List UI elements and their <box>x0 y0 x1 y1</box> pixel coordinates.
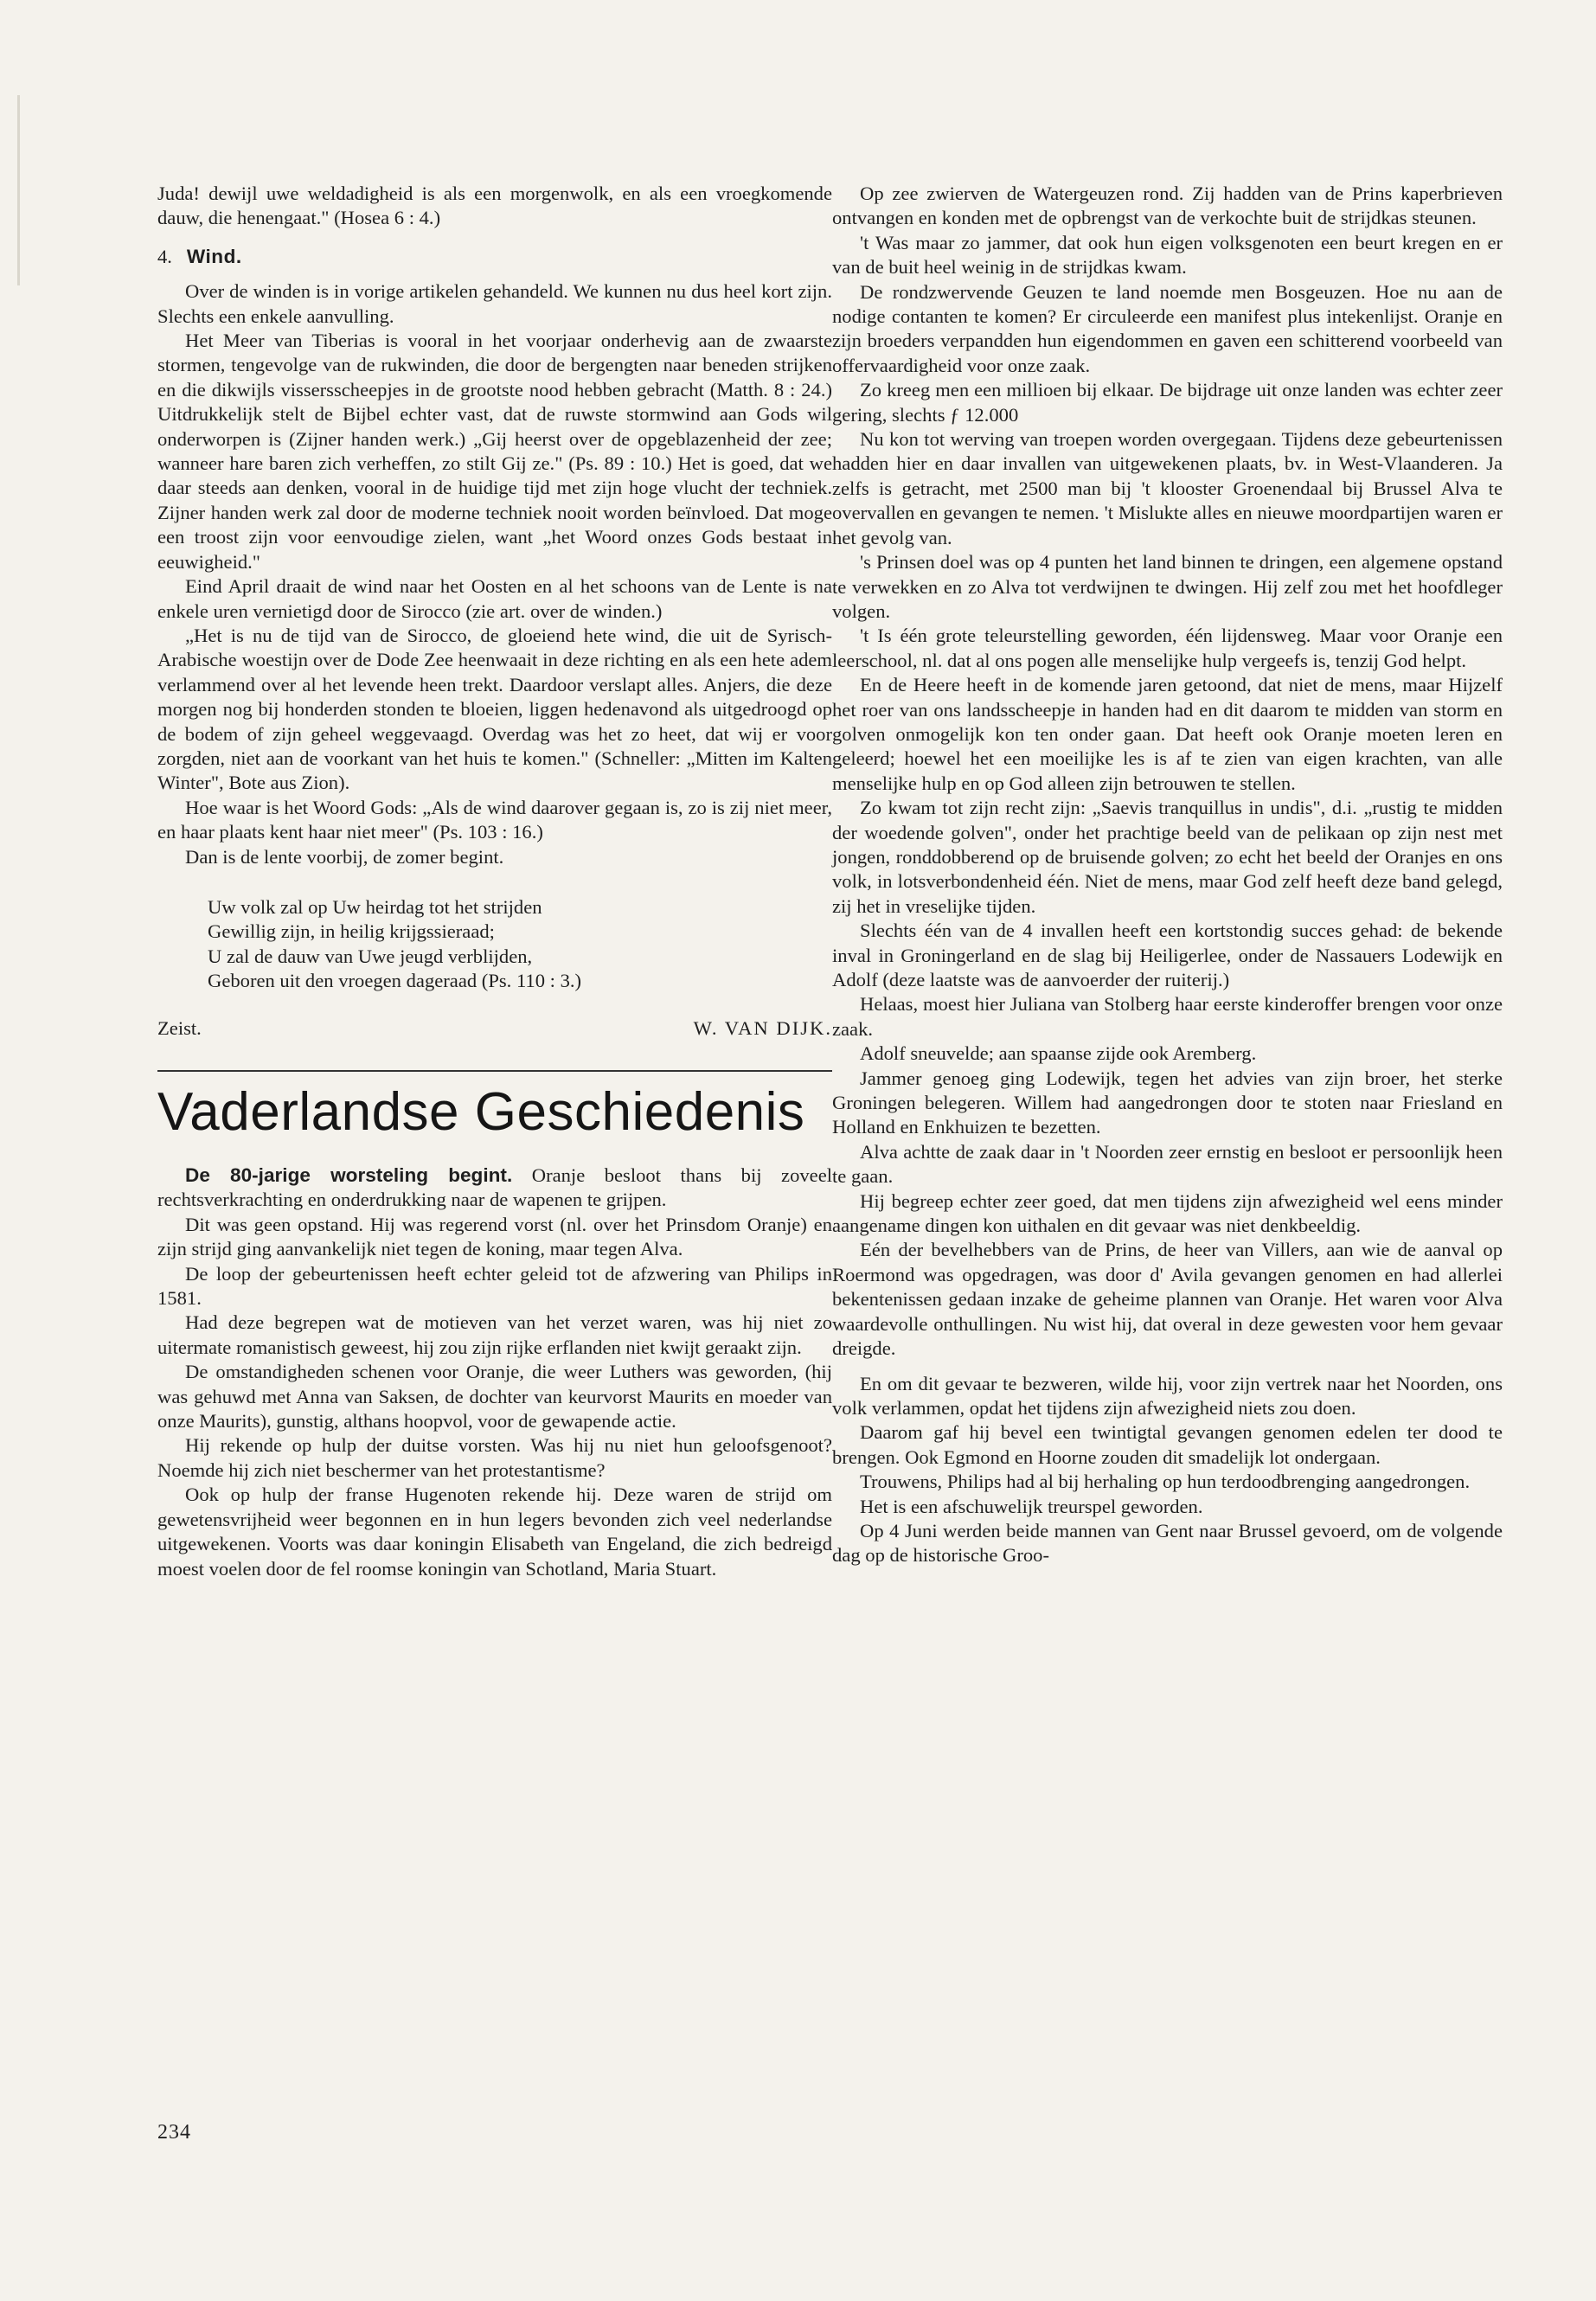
paragraph: Eén der bevelhebbers van de Prins, de heer van Villers, aan wie de aanval op Roermond was opgedragen, was door d' Avila gevangen genomen en had allerlei bekentenissen gedaan inzake de geheime plannen van Oranje. Het waren voor Alva waardevolle onthullingen. Nu wist hij, dat overal in deze gewesten voor hem gevaar dreigde. <box>832 1239 1503 1360</box>
paragraph: Over de winden is in vorige artikelen gehandeld. We kunnen nu dus heel kort zijn. Slechts een enkele aanvulling. <box>157 280 832 327</box>
paragraph: Eind April draait de wind naar het Oosten en al het schoons van de Lente is na enkele uren vernietigd door de Sirocco (zie art. over de winden.) <box>157 575 832 622</box>
article-heading: Vaderlandse Geschiedenis <box>157 1082 805 1142</box>
page-number: 234 <box>157 2121 191 2144</box>
signature-author: W. VAN DIJK. <box>693 1016 832 1039</box>
section-divider <box>157 1070 832 1072</box>
paragraph: De loop der gebeurtenissen heeft echter geleid tot de afzwering van Philips in 1581. <box>157 1262 832 1310</box>
paragraph: Trouwens, Philips had al bij herhaling op hun terdoodbrenging aangedrongen. <box>860 1471 1471 1493</box>
paragraph: „Het is nu de tijd van de Sirocco, de gloeiend hete wind, die uit de Syrisch-Arabische woestijn over de Dode Zee heenwaait in deze richting en als een hete adem verlammend over al het levende heen trekt. Daardoor verslapt alles. Anjers, die deze morgen nog bij honderden stonden te bloeien, liggen hedenavond als uitgedroogd op de bodem of zijn geheel weggevaagd. Overdag was het zo heet, dat wij er voor zorgden, niet aan de voorkant van het huis te komen." (Schneller: „Mitten im Kalten Winter", Bote aus Zion). <box>157 624 832 794</box>
poem-line: Geboren uit den vroegen dageraad (Ps. 110 : 3.) <box>208 970 582 992</box>
paragraph: Op zee zwierven de Watergeuzen rond. Zij hadden van de Prins kaperbrieven ontvangen en konden met de opbrengst van de verkochte buit de strijdkas steunen. <box>832 183 1503 229</box>
paragraph: De omstandigheden schenen voor Oranje, die weer Luthers was geworden, (hij was gehuwd met Anna van Saksen, de dochter van keurvorst Maurits en moeder van onze Maurits), gunstig, althans hoopvol, voor de gewapende actie. <box>157 1361 832 1433</box>
paragraph: Op 4 Juni werden beide mannen van Gent naar Brussel gevoerd, om de volgende dag op de historische Groo- <box>832 1519 1503 1567</box>
paragraph: En om dit gevaar te bezweren, wilde hij, voor zijn vertrek naar het Noorden, ons volk verlammen, opdat het tijdens zijn afwezigheid niets zou doen. <box>832 1372 1503 1419</box>
paragraph: Hoe waar is het Woord Gods: „Als de wind daarover gegaan is, zo is zij niet meer, en haar plaats kent haar niet meer" (Ps. 103 : 16.) <box>157 796 832 843</box>
paragraph: Daarom gaf hij bevel een twintigtal gevangen genomen edelen ter dood te brengen. Ook Egmond en Hoorne zouden dit smadelijk lot ondergaan. <box>832 1421 1503 1468</box>
paragraph: De rondzwervende Geuzen te land noemde men Bosgeuzen. Hoe nu aan de nodige contanten te komen? Er circuleerde een manifest plus intekenlijst. Oranje en zijn broeders verpandden hun eigendommen en gaven een schitterend voorbeeld van offervaardigheid voor onze zaak. <box>832 280 1503 376</box>
paragraph: En de Heere heeft in de komende jaren getoond, dat niet de mens, maar Hijzelf het roer van ons landsscheepje in handen had en dit daarom te midden van storm en golven onmogelijk kon ten onder gaan. Dat heeft ook Oranje moeten leren en geleerd; hoewel het een moeilijke les is af te zien van eigen krachten, van alle menselijke hulp en op God alleen zijn betrouwen te stellen. <box>832 674 1503 794</box>
poem <box>208 895 832 994</box>
section-number: 4. <box>157 245 172 267</box>
paragraph: Het is een afschuwelijk treurspel geworden. <box>860 1495 1203 1517</box>
lead-bold: De 80-jarige worsteling begint. <box>185 1164 513 1186</box>
section-title: Wind. <box>186 245 242 267</box>
right-column <box>832 182 1503 1568</box>
intro-paragraph: Juda! dewijl uwe weldadigheid is als een morgenwolk, en als een vroegkomende dauw, die henengaat." (Hosea 6 : 4.) <box>157 183 832 229</box>
paragraph: Slechts één van de 4 invallen heeft een kortstondig succes gehad: de bekende inval in Groningerland en de slag bij Heiligerlee, onder de Nassauers Lodewijk en Adolf (deze laatste was de aanvoerder der ruiterij.) <box>832 920 1503 990</box>
paragraph: Jammer genoeg ging Lodewijk, tegen het advies van zijn broer, het sterke Groningen belegeren. Willem had aangedrongen door te stoten naar Friesland en Holland en Enkhuizen te bezetten. <box>832 1067 1503 1138</box>
paragraph: Dan is de lente voorbij, de zomer begint. <box>185 845 504 868</box>
lead-paragraph <box>157 1163 832 1213</box>
left-column <box>157 182 832 1581</box>
paragraph: Zo kreeg men een millioen bij elkaar. De bijdrage uit onze landen was echter zeer gering, slechts ƒ 12.000 <box>832 379 1503 426</box>
poem-line: U zal de dauw van Uwe jeugd verblijden, <box>208 945 533 967</box>
paragraph: Hij rekende op hulp der duitse vorsten. Was hij nu niet hun geloofsgenoot? Noemde hij zich niet beschermer van het protestantisme? <box>157 1434 832 1481</box>
paragraph: Helaas, moest hier Juliana van Stolberg haar eerste kinderoffer brengen voor onze zaak. <box>832 993 1503 1040</box>
paragraph: 's Prinsen doel was op 4 punten het land binnen te dringen, een algemene opstand te verwekken en zo Alva tot verdwijnen te dwingen. Hij zelf zou met het hoofdleger volgen. <box>832 551 1503 622</box>
paragraph: 't Was maar zo jammer, dat ook hun eigen volksgenoten een beurt kregen en er van de buit heel weinig in de strijdkas kwam. <box>832 231 1503 279</box>
paragraph: Alva achtte de zaak daar in 't Noorden zeer ernstig en besloot er persoonlijk heen te gaan. <box>832 1140 1503 1188</box>
paragraph: 't Is één grote teleurstelling geworden, één lijdensweg. Maar voor Oranje een leerschool, nl. dat al ons pogen alle menselijke hulp vergeefs is, tenzij God helpt. <box>832 625 1503 671</box>
signature-place: Zeist. <box>157 1016 202 1039</box>
margin-scan-mark <box>17 95 20 285</box>
poem-line: Gewillig zijn, in heilig krijgssieraad; <box>208 920 495 943</box>
lead-text: Oranje besloot thans bij zoveel rechtsverkrachting en onderdrukking naar de wapenen te grijpen. <box>157 1164 832 1211</box>
section-heading-wind <box>157 245 832 269</box>
paragraph: Ook op hulp der franse Hugenoten rekende hij. Deze waren de strijd om gewetensvrijheid weer begonnen en in hun legers bevonden zich veel nederlandse uitgewekenen. Voorts was daar koningin Elisabeth van Engeland, die zich bedreigd moest voelen door de fel roomse koningin van Schotland, Maria Stuart. <box>157 1484 832 1580</box>
paragraph: Had deze begrepen wat de motieven van het verzet waren, was hij niet zo uitermate romanistisch geweest, hij zou zijn rijke erflanden niet kwijt geraakt zijn. <box>157 1311 832 1358</box>
paragraph: Zo kwam tot zijn recht zijn: „Saevis tranquillus in undis", d.i. „rustig te midden der woedende golven", onder het prachtige beeld van de pelikaan op zijn nest met jongen, ronddobberend op de bruisende golven; zo echt het beeld der Oranjes en ons volk, in lotsverbondenheid één. Niet de mens, maar God zelf heeft deze band gelegd, zij het in vreselijke tijden. <box>832 797 1503 917</box>
paragraph: Dit was geen opstand. Hij was regerend vorst (nl. over het Prinsdom Oranje) en zijn strijd ging aanvankelijk niet tegen de koning, maar tegen Alva. <box>157 1213 832 1260</box>
signature-line <box>157 1016 832 1041</box>
paragraph: Adolf sneuvelde; aan spaanse zijde ook Aremberg. <box>860 1042 1257 1065</box>
paragraph: Het Meer van Tiberias is vooral in het voorjaar onderhevig aan de zwaarste stormen, tengevolge van de rukwinden, die door de bergengten naar beneden strijken en die dikwijls vissersscheepjes in de grootste nood hebben gebracht (Matth. 8 : 24.) Uitdrukkelijk stelt de Bijbel echter vast, dat de ruwste stormwind aan Gods wil onderworpen is (Zijner handen werk.) „Gij heerst over de opgeblazenheid der zee; wanneer hare baren zich verheffen, zo stilt Gij ze." (Ps. 89 : 10.) Het is goed, dat we daar steeds aan denken, vooral in de huidige tijd met zijn hoge vlucht der techniek. Zijner handen werk zal door de moderne techniek nooit worden beïnvloed. Dat moge een troost zijn voor eenvoudige zielen, want „het Woord onzes Gods bestaat in eeuwigheid." <box>157 330 832 573</box>
poem-line: Uw volk zal op Uw heirdag tot het strijden <box>208 895 542 918</box>
paragraph: Hij begreep echter zeer goed, dat men tijdens zijn afwezigheid wel eens minder aangename dingen kon uithalen en dit gevaar was niet denkbeeldig. <box>832 1189 1503 1237</box>
paragraph: Nu kon tot werving van troepen worden overgegaan. Tijdens deze gebeurtenissen hadden hier en daar invallen van uitgewekenen plaats, bv. in West-Vlaanderen. Ja zelfs is getracht, met 2500 man bij 't klooster Groenendaal bij Brussel Alva te overvallen en gevangen te nemen. 't Mislukte alles en nieuwe moordpartijen waren er het gevolg van. <box>832 428 1503 548</box>
